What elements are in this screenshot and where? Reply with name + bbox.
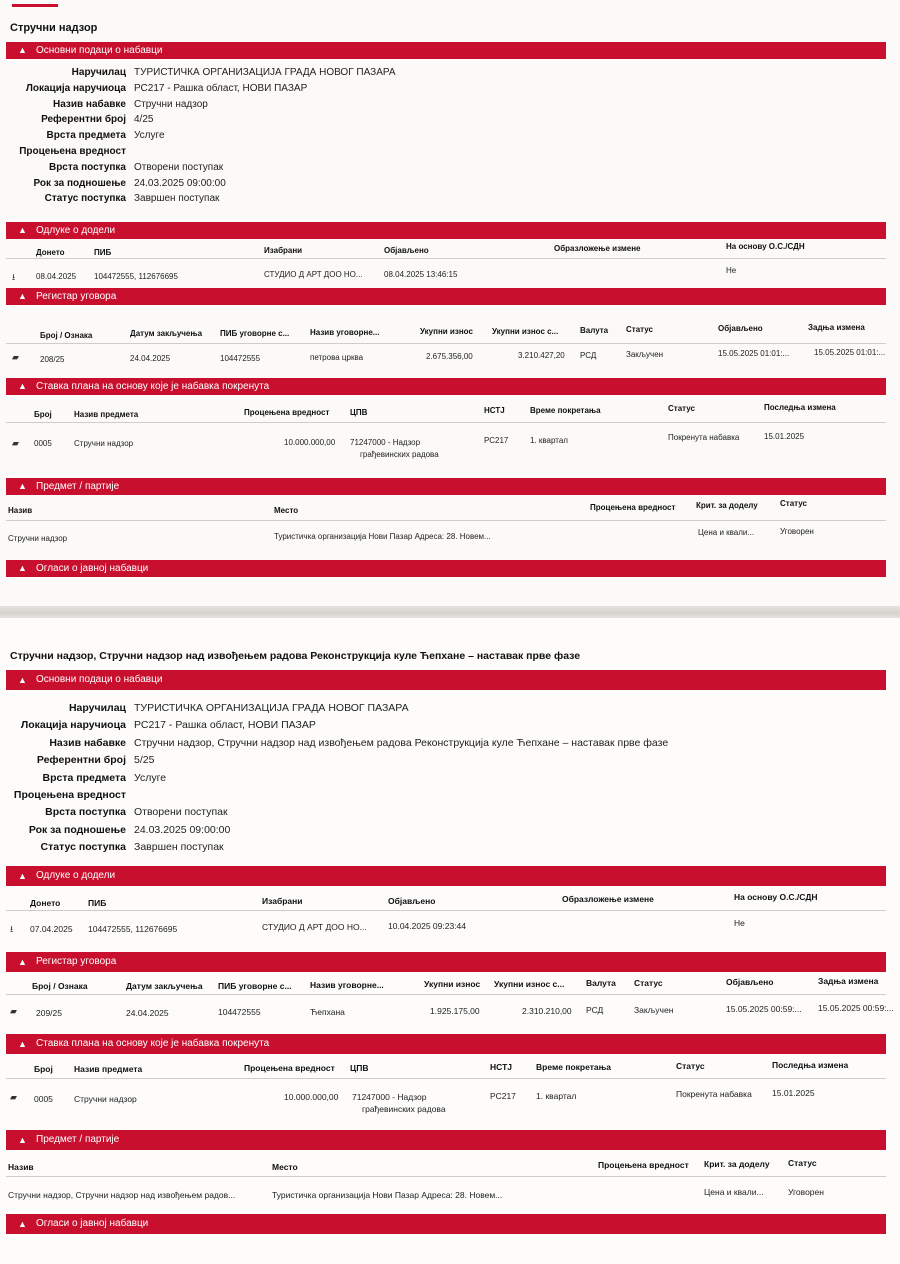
lots-table: Назив Место Процењена вредност Крит. за доделу Статус Стручни надзор, Стручни надзор над извођењем радов... Туристичка организација Нови Пазар Адреса: 28. Новем... Цена и квали... Уговорен	[6, 1152, 886, 1208]
section-header-awards[interactable]: ▲ Одлуке о додели	[6, 222, 886, 239]
field-row: Врста предмета Услуге	[42, 771, 167, 784]
plan-table: Број Назив предмета Процењена вредност ЦПВ НСТЈ Време покретања Статус Последња измена ▰ 0005 Стручни надзор 10.000.000,00 71247000 - Надзор грађевинских радова РС217 1. квартал Покренута набавка 15.01.2025	[6, 1054, 886, 1126]
field-row: Наручилац ТУРИСТИЧКА ОРГАНИЗАЦИЈА ГРАДА НОВОГ ПАЗАРА	[71, 67, 396, 78]
download-icon[interactable]: ⭳	[12, 272, 16, 282]
chevron-up-icon[interactable]: ▲	[18, 1219, 27, 1229]
chevron-up-icon[interactable]: ▲	[18, 225, 27, 235]
field-row: Рок за подношење 24.03.2025 09:00:00	[28, 823, 231, 836]
folder-icon[interactable]: ▰	[12, 352, 19, 362]
lots-table: Назив Место Процењена вредност Крит. за доделу Статус Стручни надзор Туристичка организација Нови Пазар Адреса: 28. Новем... Цена и квали... Уговорен	[6, 498, 886, 548]
chevron-up-icon[interactable]: ▲	[18, 291, 27, 301]
field-row: Назив набавке Стручни надзор, Стручни надзор над извођењем радова Реконструкција куле Ћепхане – наставак прве фазе	[49, 736, 669, 749]
field-row: Референтни број 4/25	[41, 114, 154, 126]
field-row: Наручилац ТУРИСТИЧКА ОРГАНИЗАЦИЈА ГРАДА НОВОГ ПАЗАРА	[68, 702, 409, 714]
chevron-up-icon[interactable]: ▲	[18, 871, 27, 881]
top-red-mark	[12, 4, 58, 7]
field-row: Назив набавке Стручни надзор	[52, 98, 208, 110]
section-header-basic-info[interactable]: ▲ Основни подаци о набавци	[6, 42, 886, 59]
plan-table: Број Назив предмета Процењена вредност ЦПВ НСТЈ Време покретања Статус Последња измена ▰ 0005 Стручни надзор 10.000.000,00 71247000 - Надзор грађевинских радова РС217 1. квартал Покренута набавка 15.01.2025	[6, 398, 886, 464]
section-header-lots[interactable]: ▲ Предмет / партије	[6, 1130, 886, 1150]
contracts-table: Број / Ознака Датум закључења ПИБ уговорне с... Назив уговорне... Укупни износ Укупни износ с... Валута Статус Објављено Задња измена ▰ 208/25 24.04.2025 104472555 петрова црква 2.675.356,00 3.210.427,20 РСД Закључен 15.05.2025 01:01:... 15.05.2025 01:01:...	[6, 310, 886, 374]
section-header-basic-info[interactable]: ▲ Основни подаци о набавци	[6, 670, 886, 690]
section-header-contracts[interactable]: ▲ Регистар уговора	[6, 288, 886, 305]
field-row: Врста предмета Услуге	[46, 130, 165, 142]
field-row: Врста поступка Отворени поступак	[45, 806, 228, 819]
folder-icon[interactable]: ▰	[10, 1006, 17, 1016]
chevron-up-icon[interactable]: ▲	[18, 1039, 27, 1049]
field-row: Статус поступка Завршен поступак	[40, 841, 224, 854]
procurement-title: Стручни надзор	[10, 22, 98, 34]
section-header-lots[interactable]: ▲ Предмет / партије	[6, 478, 886, 495]
field-row: Врста поступка Отворени поступак	[48, 161, 224, 173]
awards-table: Донето ПИБ Изабрани Објављено Образложење измене На основу О.С./СДН ⭳ 08.04.2025 104472555, 112676695 СТУДИО Д АРТ ДОО НО... 08.04.2025 13:46:15 Не	[6, 242, 886, 282]
field-row: Процењена вредност	[13, 789, 126, 802]
download-icon[interactable]: ⭳	[10, 924, 14, 934]
section-header-plan[interactable]: ▲ Ставка плана на основу које је набавка покренута	[6, 378, 886, 395]
section-header-awards[interactable]: ▲ Одлуке о додели	[6, 866, 886, 886]
field-row: Рок за подношење 24.03.2025 09:00:00	[33, 177, 226, 189]
chevron-up-icon[interactable]: ▲	[18, 1135, 27, 1145]
folder-icon[interactable]: ▰	[12, 438, 19, 448]
folder-icon[interactable]: ▰	[10, 1092, 17, 1102]
section-header-plan[interactable]: ▲ Ставка плана на основу које је набавка покренута	[6, 1034, 886, 1054]
basic-info-fields	[6, 65, 396, 207]
field-row: Локација наручиоца РС217 - Рашка област, НОВИ ПАЗАР	[25, 82, 308, 94]
field-row: Референтни број 5/25	[36, 754, 155, 767]
section-header-notices[interactable]: ▲ Огласи о јавној набавци	[6, 560, 886, 577]
section-header-contracts[interactable]: ▲ Регистар уговора	[6, 952, 886, 972]
chevron-up-icon[interactable]: ▲	[18, 675, 27, 685]
contracts-table: Број / Ознака Датум закључења ПИБ уговорне с... Назив уговорне... Укупни износ Укупни износ с... Валута Статус Објављено Задња измена ▰ 209/25 24.04.2025 104472555 Ћепхана 1.925.175,00 2.310.210,00 РСД Закључен 15.05.2025 00:59:... 15.05.2025 00:59:...	[6, 972, 886, 1028]
chevron-up-icon[interactable]: ▲	[18, 563, 27, 573]
document-page-1	[0, 0, 900, 610]
chevron-up-icon[interactable]: ▲	[18, 45, 27, 55]
basic-info-fields	[6, 700, 668, 857]
chevron-up-icon[interactable]: ▲	[18, 481, 27, 491]
field-row: Статус поступка Завршен поступак	[44, 193, 220, 205]
field-row: Процењена вредност	[19, 145, 126, 157]
procurement-title: Стручни надзор, Стручни надзор над извођењем радова Реконструкција куле Ћепхане – наставак прве фазе	[10, 650, 581, 662]
chevron-up-icon[interactable]: ▲	[18, 381, 27, 391]
section-header-notices[interactable]: ▲ Огласи о јавној набавци	[6, 1214, 886, 1234]
chevron-up-icon[interactable]: ▲	[18, 957, 27, 967]
document-page-2	[0, 618, 900, 1264]
awards-table: Донето ПИБ Изабрани Објављено Образложење измене На основу О.С./СДН ⭳ 07.04.2025 104472555, 112676695 СТУДИО Д АРТ ДОО НО... 10.04.2025 09:23:44 Не	[6, 888, 886, 940]
field-row: Локација наручиоца РС217 - Рашка област, НОВИ ПАЗАР	[20, 719, 316, 732]
